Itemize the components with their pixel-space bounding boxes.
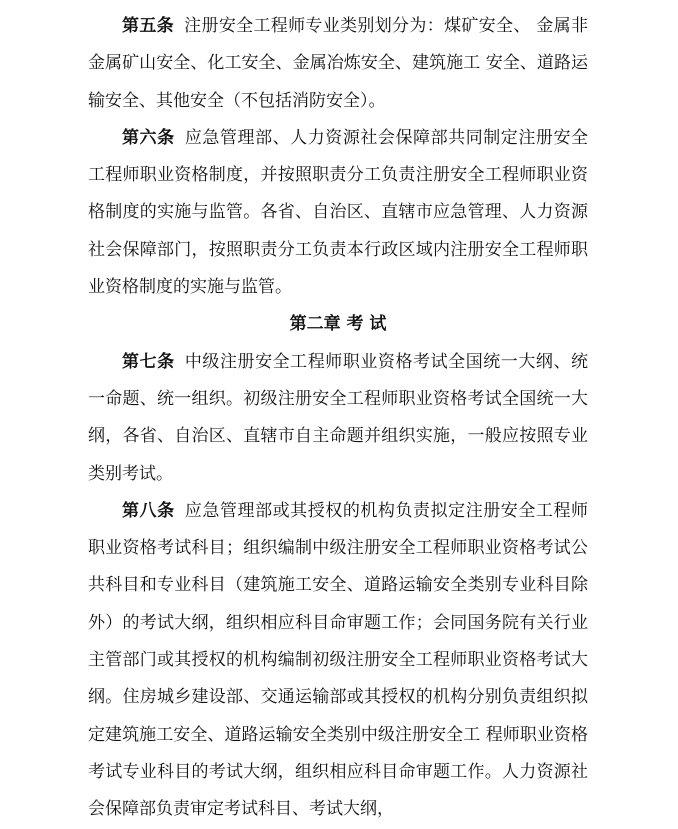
article-6-label: 第六条 — [122, 127, 175, 148]
article-6 — [88, 120, 588, 306]
article-5 — [88, 8, 588, 120]
article-5-label: 第五条 — [122, 16, 174, 36]
article-8-label: 第八条 — [122, 500, 175, 521]
article-5-text: 注册安全工程师专业类别划分为：煤矿安全、 金属非金属矿山安全、化工安全、金属冶炼安全、建筑施工 安全、道路运输安全、其他安全（不包括消防安全）。 — [88, 16, 589, 111]
article-7-label: 第七条 — [122, 351, 175, 372]
article-7 — [88, 344, 588, 493]
article-8-text: 应急管理部或其授权的机构负责拟定注册安全工程师职业资格考试科目；组织编制中级注册安全工程师职业资格考试公共科目和专业科目（建筑施工安全、道路运输安全类别专业科目除外）的考试大纲，组织相应科目命审题工作；会同国务院有关行业主管部门或其授权的机构编制初级注册安全工程师职业资格考试大纲。住房城乡建设部、交通运输部或其授权的机构分别负责组织拟定建筑施工安全、道路运输安全类别中级注册安全工 程师职业资格考试专业科目的考试大纲，组织相应科目命审题工作。人力资源社会保障部负责审定考试科目、考试大纲， — [88, 500, 589, 820]
article-7-text: 中级注册安全工程师职业资格考试全国统一大纲、统一命题、统一组织。初级注册安全工程师职业资格考试全国统一大纲，各省、自治区、直辖市自主命题并组织实施，一般应按照专业类别考试。 — [88, 351, 589, 484]
document-page — [88, 8, 588, 829]
article-6-text: 应急管理部、人力资源社会保障部共同制定注册安全工程师职业资格制度，并按照职责分工负责注册安全工程师职业资格制度的实施与监管。各省、自治区、直辖市应急管理、人力资源社会保障部门，按照职责分工负责本行政区域内注册安全工程师职业资格制度的实施与监管。 — [88, 127, 589, 298]
chapter-title: 第二章 考 试 — [289, 314, 387, 335]
article-8 — [88, 493, 588, 829]
